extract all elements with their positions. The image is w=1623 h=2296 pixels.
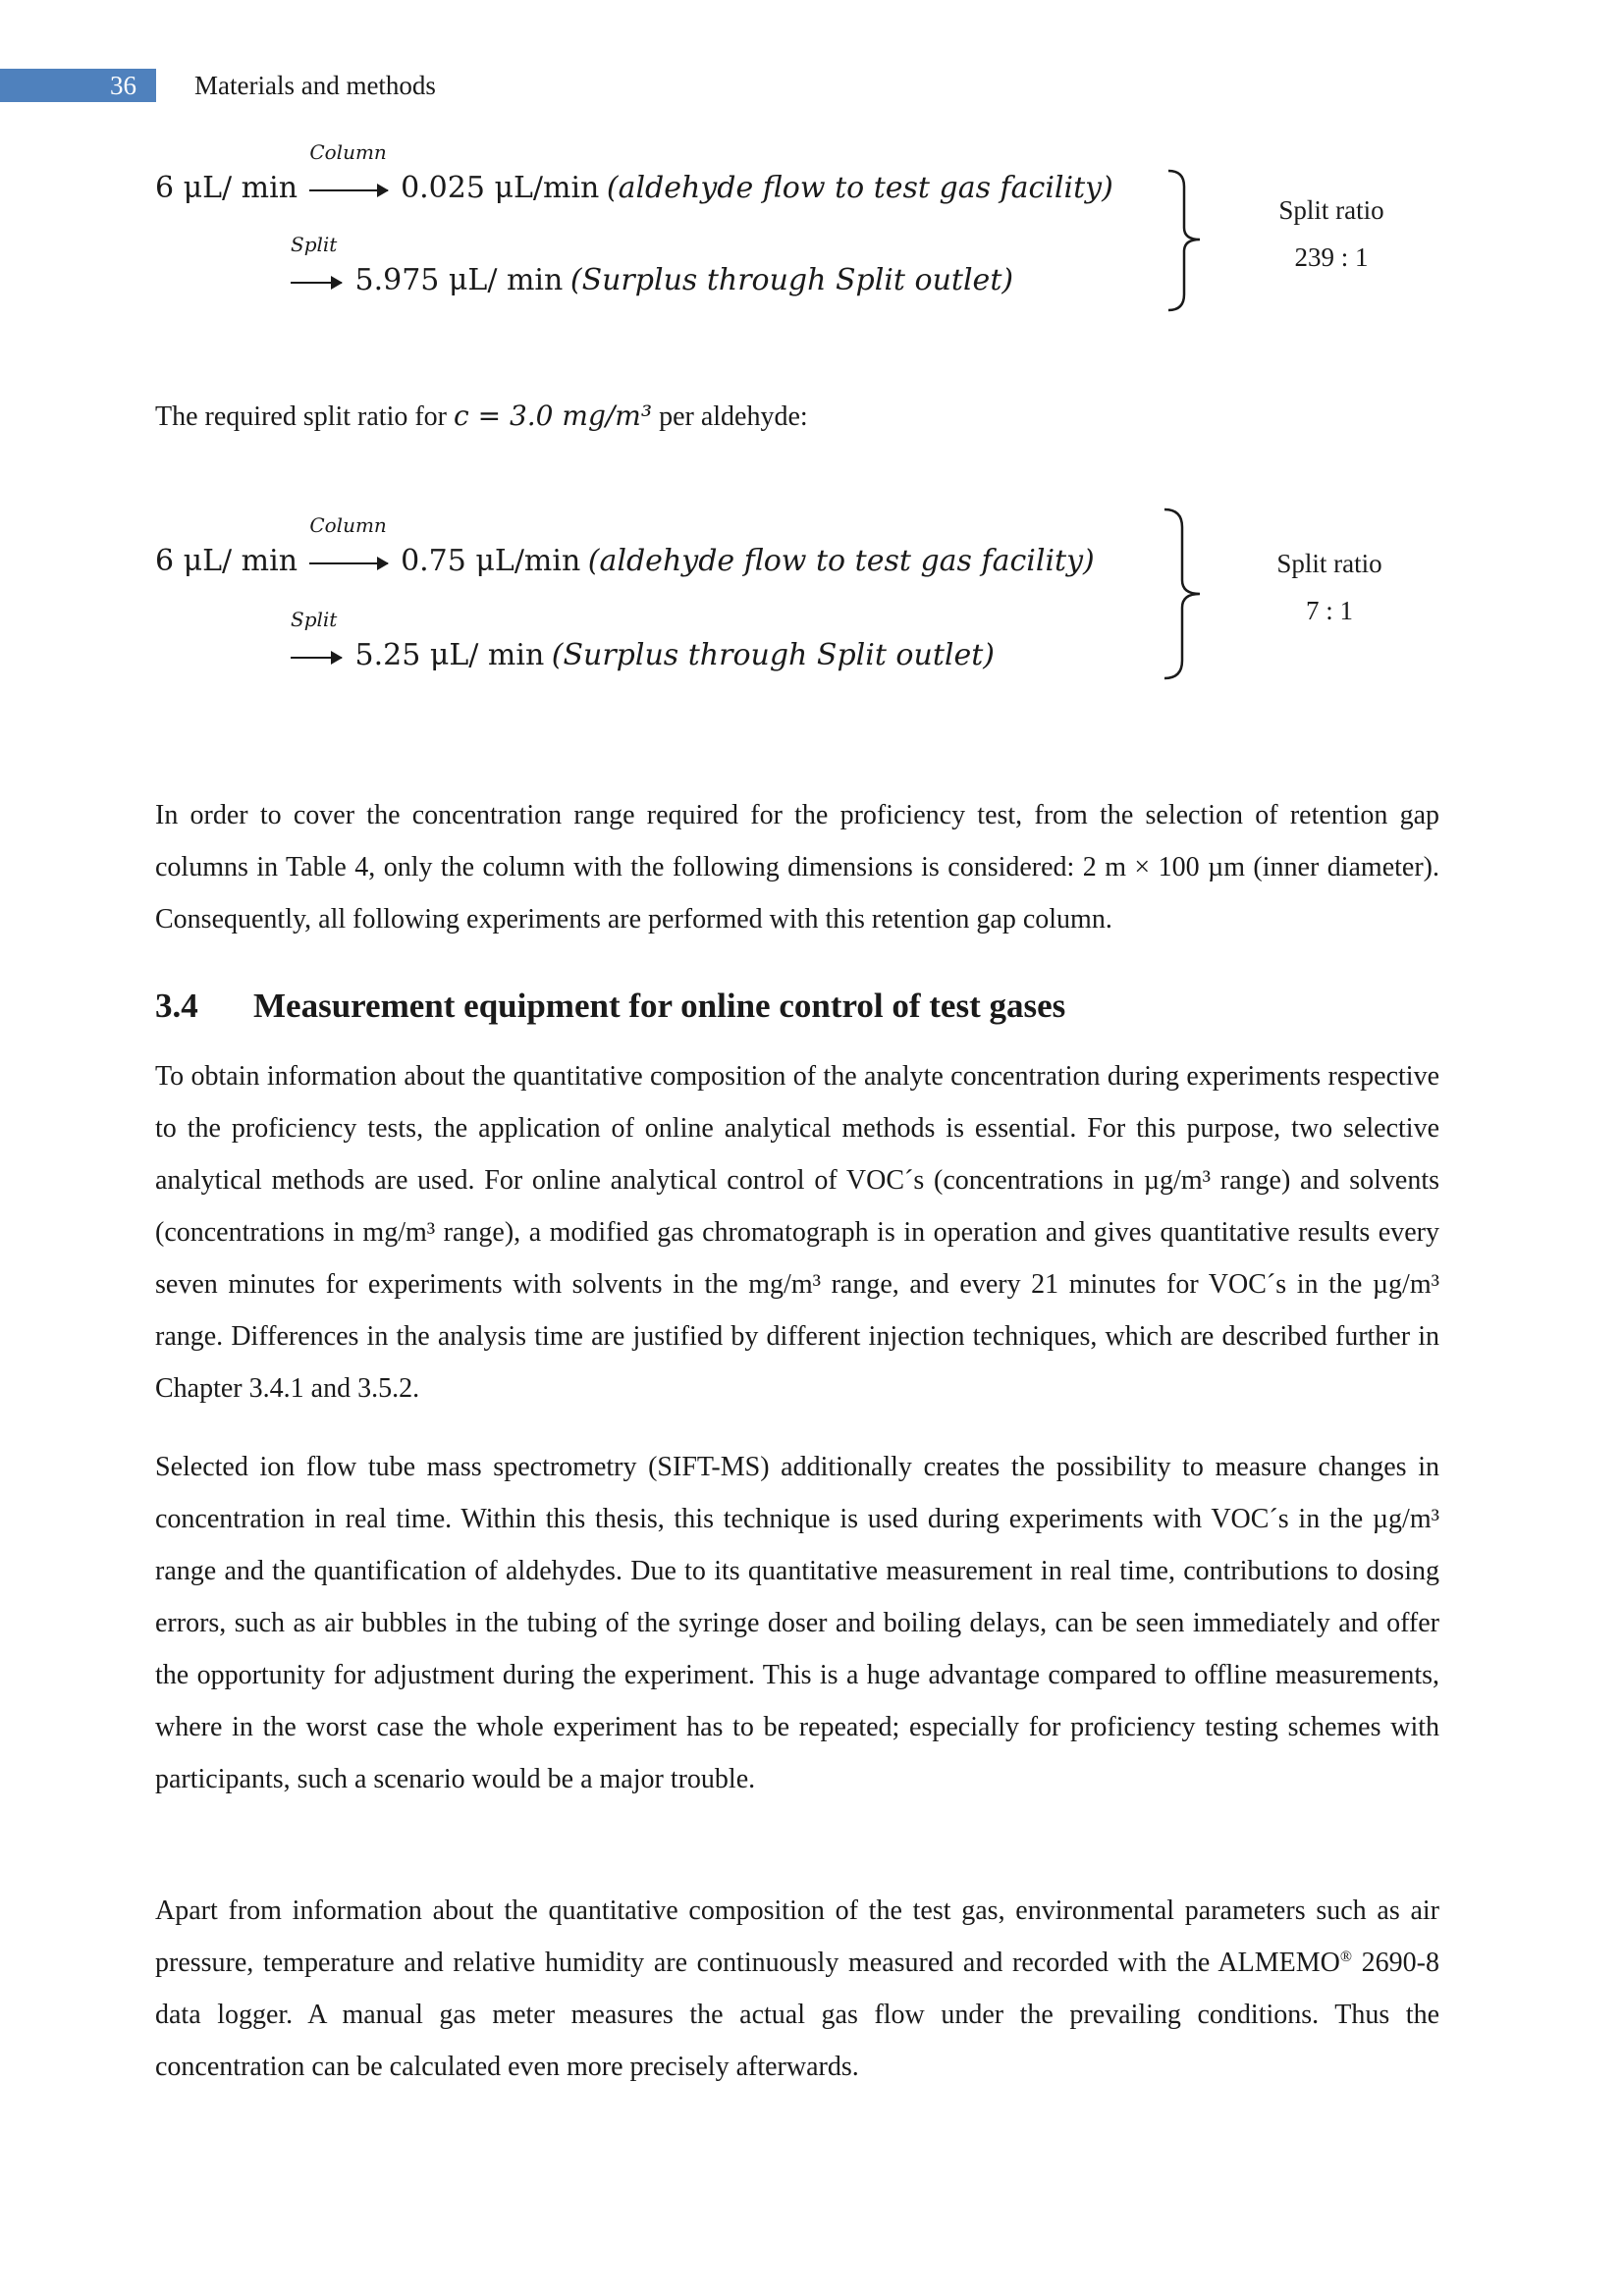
equation-2-column-note: (aldehyde flow to test gas facility) — [587, 544, 1095, 578]
split-ratio-value: 7 : 1 — [1305, 596, 1353, 625]
equation-2-split-line — [287, 608, 995, 675]
right-brace-1 — [1159, 167, 1217, 314]
split-ratio-label: Split ratio — [1278, 195, 1384, 225]
column-arrow-label: Column — [309, 140, 387, 164]
equation-2-lhs: 6 μL/ min — [155, 544, 298, 578]
paragraph-2-text: To obtain information about the quantitative composition of the analyte concentration during experiments respective to the proficiency tests, the application of online analytical methods is essential. For this purpose, two selective analytical methods are used. For online analytical control of VOC´s (concentrations in µg/m³ range) and solvents (concentrations in mg/m³ range), a modified gas chromatograph is in operation and gives quantitative results every seven minutes for experiments with solvents in the mg/m³ range, and every 21 minutes for VOC´s in the µg/m³ range. Differences in the analysis time are justified by different injection techniques, which are described further in Chapter 3.4.1 and 3.5.2. — [155, 1061, 1439, 1404]
equation-2-column-value: 0.75 μL/min — [401, 544, 581, 578]
column-arrow — [309, 140, 388, 208]
paragraph-1-text: In order to cover the concentration range required for the proficiency test, from the selection of retention gap columns in Table 4, only the column with the following dimensions is considered: 2 m × 100 µm (inner diameter). Consequently, all following experiments are performed with this retention gap column. — [155, 800, 1439, 934]
paragraph-online-methods — [155, 1050, 1439, 1415]
equation-2-split-value: 5.25 μL/ min — [354, 638, 545, 672]
right-brace-2 — [1155, 506, 1223, 682]
section-number: 3.4 — [155, 987, 198, 1025]
paragraph-retention-column — [155, 789, 1439, 945]
split-arrow-label: Split — [291, 233, 338, 256]
paragraph-environment — [155, 1885, 1439, 2093]
column-arrow — [309, 513, 388, 581]
split-ratio-value: 239 : 1 — [1294, 242, 1369, 272]
equation-1-split-value: 5.975 μL/ min — [354, 263, 564, 297]
split-ratio-1 — [1233, 187, 1430, 281]
page-number: 36 — [0, 69, 156, 102]
equation-1-split-note: (Surplus through Split outlet) — [569, 263, 1014, 297]
equation-1-column-value: 0.025 μL/min — [401, 171, 600, 205]
equation-1-column-note: (aldehyde flow to test gas facility) — [606, 171, 1113, 205]
split-arrow — [291, 233, 342, 300]
paragraph-3-text: Selected ion flow tube mass spectrometry (SIFT-MS) additionally creates the possibility to measure changes in concentration in real time. Within this thesis, this technique is used during experiments with VOC´s in the µg/m³ range and the quantification of aldehydes. Due to its quantitative measurement in real time, contributions to dosing errors, such as air bubbles in the tubing of the syringe doser and boiling delays, can be seen immediately and offer the opportunity for adjustment during the experiment. This is a huge advantage compared to offline measurements, where in the worst case the whole experiment has to be repeated; especially for proficiency testing schemes with participants, such a scenario would be a major trouble. — [155, 1452, 1439, 1794]
paragraph-4-part1: Apart from information about the quantitative composition of the test gas, environmental parameters such as air pressure, temperature and relative humidity are continuously measured and recorded with the ALMEMO — [155, 1896, 1439, 1978]
intro-math: c = 3.0 mg/m³ — [454, 400, 653, 432]
section-heading — [155, 982, 1065, 1031]
equation-1-column-line — [155, 140, 1113, 208]
equation-2-column-line — [155, 513, 1095, 581]
paragraph-4-text — [155, 1885, 1439, 2093]
registered-mark: ® — [1339, 1949, 1352, 1965]
equation-1-lhs: 6 μL/ min — [155, 171, 298, 205]
section-title: Measurement equipment for online control of test gases — [253, 987, 1066, 1025]
split-arrow — [291, 608, 342, 675]
paragraph-sift-ms — [155, 1441, 1439, 1805]
split-arrow-label: Split — [291, 608, 338, 631]
column-arrow-label: Column — [309, 513, 387, 537]
required-split-sentence — [155, 395, 808, 439]
split-ratio-2 — [1231, 540, 1428, 634]
intro-prefix: The required split ratio for — [155, 401, 448, 432]
paragraph-4-part2: 2690-8 data logger. A manual gas meter measures the actual gas flow under the prevailing conditions. Thus the concentration can be calculated even more precisely afterwards. — [155, 1948, 1439, 2082]
split-ratio-label: Split ratio — [1276, 549, 1382, 578]
equation-2-split-note: (Surplus through Split outlet) — [551, 638, 995, 672]
running-head: Materials and methods — [194, 71, 436, 100]
intro-suffix: per aldehyde: — [659, 401, 808, 432]
equation-1-split-line — [287, 233, 1014, 300]
